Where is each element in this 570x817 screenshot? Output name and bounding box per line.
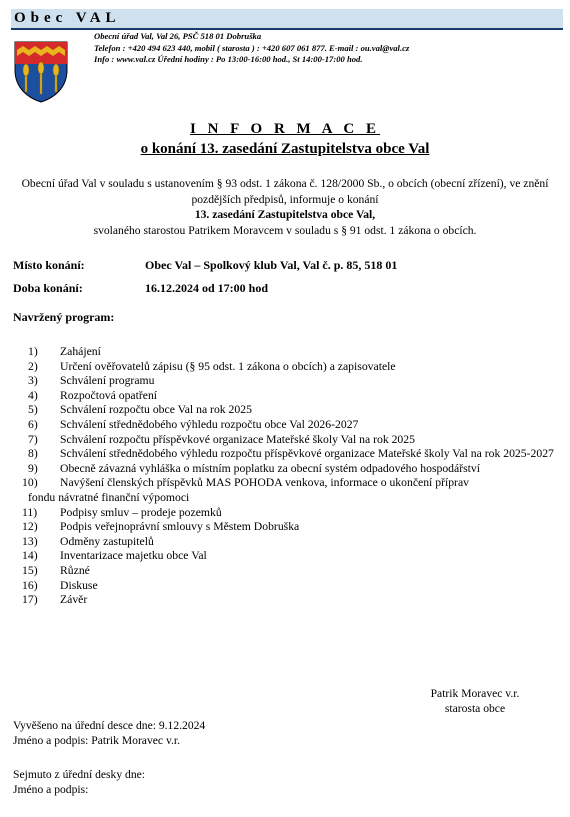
item-text: Diskuse xyxy=(60,578,98,592)
list-item xyxy=(13,360,561,375)
item-number: 14) xyxy=(22,549,38,563)
item-text: Schválení rozpočtu obce Val na rok 2025 xyxy=(60,403,252,417)
list-item xyxy=(13,506,561,521)
intro-convened: svolaného starostou Patrikem Moravcem v souladu s § 91 odst. 1 zákona o obcích. xyxy=(93,223,477,237)
intro-session: 13. zasedání Zastupitelstva obce Val, xyxy=(194,208,376,222)
meeting-time-row xyxy=(13,281,269,296)
meeting-place-row xyxy=(13,258,398,273)
list-item xyxy=(13,564,561,579)
intro-paragraph xyxy=(16,176,554,238)
item-text: Inventarizace majetku obce Val xyxy=(60,549,207,563)
list-item xyxy=(13,447,561,462)
item-number: 2) xyxy=(28,359,38,373)
list-item xyxy=(13,389,561,404)
list-item xyxy=(13,345,561,360)
item-text: Schválení střednědobého výhledu rozpočtu příspěvkové organizace Mateřské školy Val na rok 2025-2027 xyxy=(60,447,554,461)
item-text: Obecně závazná vyhláška o místním poplatku za obecní systém odpadového hospodářství xyxy=(60,461,480,475)
item-number: 4) xyxy=(28,388,38,402)
meeting-place-label: Místo konání: xyxy=(13,258,85,272)
posted-date: Vyvěšeno na úřední desce dne: 9.12.2024 xyxy=(13,719,206,732)
meeting-place-value: Obec Val – Spolkový klub Val, Val č. p. 85, 518 01 xyxy=(145,258,398,272)
signature-block xyxy=(410,687,540,716)
municipality-title: Obec VAL xyxy=(14,10,121,26)
document-subtitle: o konání 13. zasedání Zastupitelstva obce Val xyxy=(140,141,430,157)
item-number: 11) xyxy=(22,505,38,519)
list-item xyxy=(13,535,561,550)
item-number: 9) xyxy=(28,461,38,475)
list-item xyxy=(13,593,561,608)
posted-by: Jméno a podpis: Patrik Moravec v.r. xyxy=(13,734,181,747)
header-divider xyxy=(11,28,563,30)
item-text: Schválení rozpočtu příspěvkové organizace Mateřské školy Val na rok 2025 xyxy=(60,432,415,446)
list-item xyxy=(13,579,561,594)
item-number: 13) xyxy=(22,534,38,548)
item-text: Navýšení členských příspěvků MAS POHODA venkova, informace o ukončení příprav xyxy=(60,476,469,490)
intro-text: Obecní úřad Val v souladu s ustanovením § 93 odst. 1 zákona č. 128/2000 Sb., o obcích (obecní zřízení), ve znění pozdějších předpisů, informuje o konání xyxy=(21,177,549,206)
list-item xyxy=(13,418,561,433)
meeting-time-value: 16.12.2024 od 17:00 hod xyxy=(145,281,269,295)
list-item xyxy=(13,520,561,535)
removed-by: Jméno a podpis: xyxy=(13,783,89,796)
signature-role: starosta obce xyxy=(444,701,506,715)
list-item xyxy=(13,476,561,505)
removed-date: Sejmuto z úřední desky dne: xyxy=(13,768,146,781)
item-text: Schválení programu xyxy=(60,374,155,388)
item-number: 8) xyxy=(28,447,38,461)
item-number: 7) xyxy=(28,432,38,446)
item-text: Podpisy smluv – prodeje pozemků xyxy=(60,505,222,519)
item-text: Odměny zastupitelů xyxy=(60,534,154,548)
item-number: 10) xyxy=(22,476,38,490)
program-heading: Navržený program: xyxy=(13,310,115,324)
list-item xyxy=(13,374,561,389)
item-number: 12) xyxy=(22,520,38,534)
item-text: Schválení střednědobého výhledu rozpočtu obce Val 2026-2027 xyxy=(60,417,359,431)
item-text: Závěr xyxy=(60,593,88,607)
item-text: Určení ověřovatelů zápisu (§ 95 odst. 1 zákona o obcích) a zapisovatele xyxy=(60,359,396,373)
signature-name: Patrik Moravec v.r. xyxy=(430,687,520,700)
item-text: Rozpočtová opatření xyxy=(60,388,158,402)
list-item xyxy=(13,433,561,448)
item-number: 6) xyxy=(28,417,38,431)
contact-web-hours: Info : www.val.cz Úřední hodiny : Po 13:00-16:00 hod., St 14:00-17:00 hod. xyxy=(94,54,363,64)
contact-block xyxy=(94,31,409,66)
meeting-time-label: Doba konání: xyxy=(13,281,83,295)
item-number: 17) xyxy=(22,593,38,607)
item-text: Zahájení xyxy=(60,345,101,358)
item-number: 3) xyxy=(28,374,38,388)
item-number: 1) xyxy=(28,345,38,358)
document-title: I N F O R M A C E xyxy=(190,121,380,137)
item-text: Podpis veřejnoprávní smlouvy s Městem Dobruška xyxy=(60,520,300,534)
program-list xyxy=(13,345,561,608)
item-number: 16) xyxy=(22,578,38,592)
item-text-continued: fondu návratné finanční výpomoci xyxy=(28,490,190,504)
contact-address: Obecní úřad Val, Val 26, PSČ 518 01 Dobruška xyxy=(94,31,262,41)
item-number: 15) xyxy=(22,563,38,577)
contact-phone-email: Telefon : +420 494 623 440, mobil ( starosta ) : +420 607 061 877. E-mail : ou.val@val.cz xyxy=(94,42,410,53)
coat-of-arms-icon xyxy=(12,40,70,104)
list-item xyxy=(13,403,561,418)
list-item xyxy=(13,462,561,477)
item-text: Různé xyxy=(60,563,90,577)
list-item xyxy=(13,549,561,564)
item-number: 5) xyxy=(28,403,38,417)
